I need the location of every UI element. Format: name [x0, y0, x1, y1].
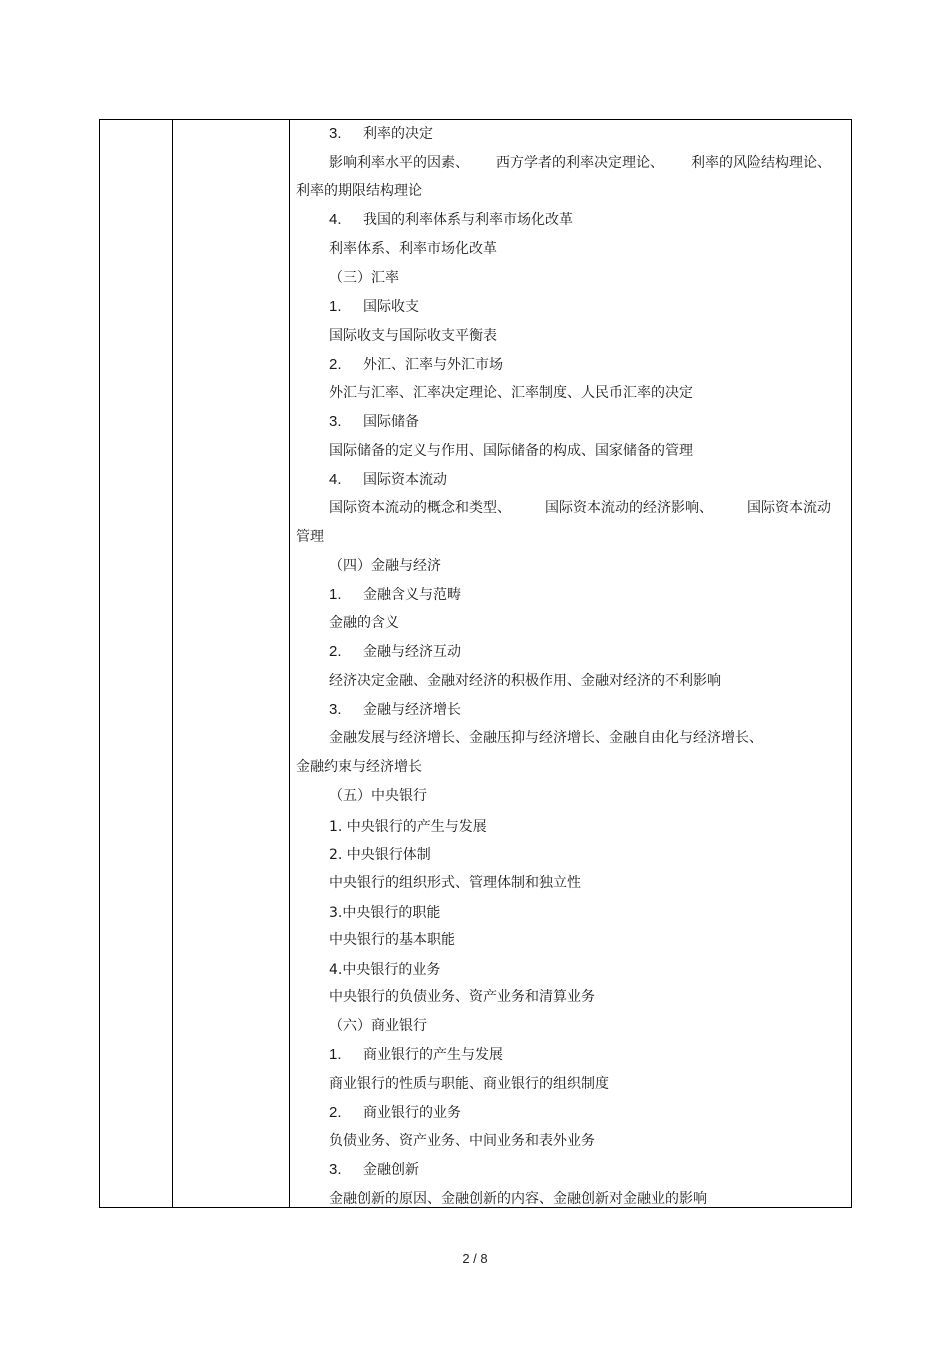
- list-item: 3. 金融创新: [329, 1161, 419, 1178]
- list-item-body: 金融约束与经济增长: [296, 759, 422, 775]
- section-heading: （四）金融与经济: [329, 558, 441, 574]
- syllabus-table: [99, 119, 852, 1208]
- list-item: 4. 我国的利率体系与利率市场化改革: [329, 211, 573, 228]
- list-item: 3. 国际储备: [329, 413, 419, 430]
- list-item: 1. 商业银行的产生与发展: [329, 1046, 503, 1063]
- list-item: 3. 金融与经济增长: [329, 701, 461, 718]
- list-item: 1. 国际收支: [329, 298, 419, 315]
- section-heading: （五）中央银行: [329, 788, 427, 804]
- page-indicator: 2 / 8: [462, 1251, 488, 1266]
- list-item-body: 利率体系、利率市场化改革: [329, 241, 497, 257]
- section-heading: （六）商业银行: [329, 1018, 427, 1034]
- list-item-body: 国际收支与国际收支平衡表: [329, 328, 497, 344]
- list-item: 4. 国际资本流动: [329, 471, 447, 488]
- section-heading: （三）汇率: [329, 270, 399, 286]
- list-item-body: 金融创新的原因、金融创新的内容、金融创新对金融业的影响: [329, 1191, 707, 1207]
- list-item: 3. 利率的决定: [329, 125, 433, 142]
- list-item-body: 外汇与汇率、汇率决定理论、汇率制度、人民币汇率的决定: [329, 385, 693, 401]
- list-item-body: 管理: [296, 529, 324, 545]
- list-item: 2. 中央银行体制: [329, 847, 431, 863]
- list-item: 4.中央银行的业务: [329, 962, 441, 978]
- list-item: 1. 金融含义与范畴: [329, 586, 461, 603]
- content-cell: [290, 120, 851, 1207]
- list-item: 3.中央银行的职能: [329, 905, 441, 921]
- list-item: 2. 外汇、汇率与外汇市场: [329, 356, 503, 373]
- list-item-body: 经济决定金融、金融对经济的积极作用、金融对经济的不利影响: [329, 673, 721, 689]
- column-divider-1: [172, 120, 173, 1207]
- list-item-body: 负债业务、资产业务、中间业务和表外业务: [329, 1133, 595, 1149]
- list-item: 2. 金融与经济互动: [329, 643, 461, 660]
- list-item: 2. 商业银行的业务: [329, 1104, 461, 1121]
- list-item-body: 国际储备的定义与作用、国际储备的构成、国家储备的管理: [329, 443, 693, 459]
- list-item-body: 利率的期限结构理论: [296, 183, 422, 199]
- list-item: 1. 中央银行的产生与发展: [329, 819, 487, 835]
- list-item-body: 国际资本流动的概念和类型、 国际资本流动的经济影响、 国际资本流动: [329, 500, 831, 516]
- list-item-body: 中央银行的组织形式、管理体制和独立性: [329, 875, 581, 891]
- list-item-body: 影响利率水平的因素、 西方学者的利率决定理论、 利率的风险结构理论、: [329, 155, 831, 171]
- list-item-body: 金融的含义: [329, 615, 399, 631]
- list-item-body: 中央银行的负债业务、资产业务和清算业务: [329, 989, 595, 1005]
- list-item-body: 商业银行的性质与职能、商业银行的组织制度: [329, 1076, 609, 1092]
- list-item-body: 中央银行的基本职能: [329, 932, 455, 948]
- list-item-body: 金融发展与经济增长、金融压抑与经济增长、金融自由化与经济增长、: [329, 730, 763, 746]
